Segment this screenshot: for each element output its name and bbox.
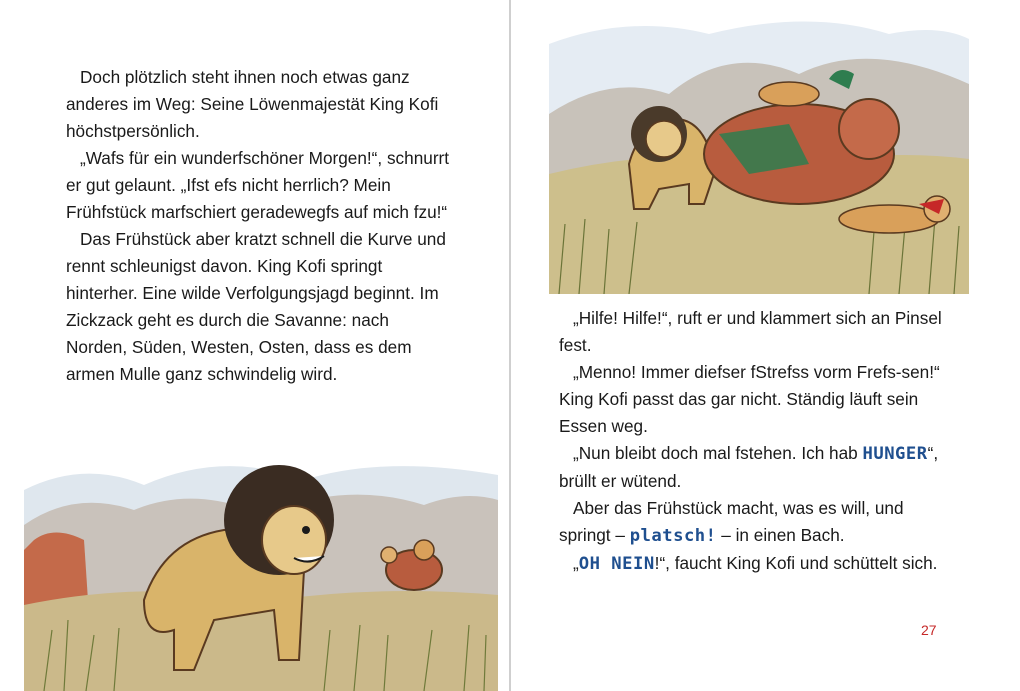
paragraph-5 (559, 550, 949, 578)
page-number: 27 (921, 622, 937, 638)
right-page-text (559, 305, 949, 578)
paragraph-2: „Menno! Immer diefser fStrefss vorm Frefs-sen!“ King Kofi passt das gar nicht. Ständig läuft sein Essen weg. (559, 362, 940, 436)
paragraph-4-end: – in einen Bach. (716, 525, 845, 545)
paragraph-1: Doch plötzlich steht ihnen noch etwas ganz anderes im Weg: Seine Löwenmajestät King Kofi höchstpersönlich. (66, 67, 439, 141)
right-page (511, 0, 1020, 691)
paragraph-1: „Hilfe! Hilfe!“, ruft er und klammert sich an Pinsel fest. (559, 308, 942, 355)
paragraph-5-start: „ (573, 553, 579, 573)
shout-platsch: platsch! (629, 526, 717, 546)
paragraph-4 (559, 495, 949, 550)
shout-oh-nein: OH NEIN (578, 554, 655, 574)
paragraph-2: „Wafs für ein wunderfschöner Morgen!“, schnurrt er gut gelaunt. „Ifst efs nicht herrlich? Mein Frühfstück marfschiert geradewegfs auf mich fzu!“ (66, 148, 450, 222)
paragraph-3 (559, 440, 949, 495)
paragraph-4-start: Aber das Frühstück macht, was es will, und springt – (559, 498, 904, 545)
paragraph-3: Das Frühstück aber kratzt schnell die Kurve und rennt schleunigst davon. King Kofi springt hinterher. Eine wilde Verfolgungsjagd beginnt. Im Zickzack geht es durch die Savanne: nach Norden, Süden, Westen, Osten, dass es dem armen Mulle ganz schwindelig wird. (66, 229, 446, 384)
chase-illustration (549, 4, 969, 294)
paragraph-3-start: „Nun bleibt doch mal fstehen. Ich hab (573, 443, 863, 463)
shout-hunger: HUNGER (862, 444, 928, 464)
paragraph-3-end: “, brüllt er wütend. (559, 443, 939, 491)
left-page-text (66, 64, 454, 388)
paragraph-5-end: !“, faucht King Kofi und schüttelt sich. (654, 553, 938, 573)
lion-meets-animals-illustration (24, 430, 498, 691)
